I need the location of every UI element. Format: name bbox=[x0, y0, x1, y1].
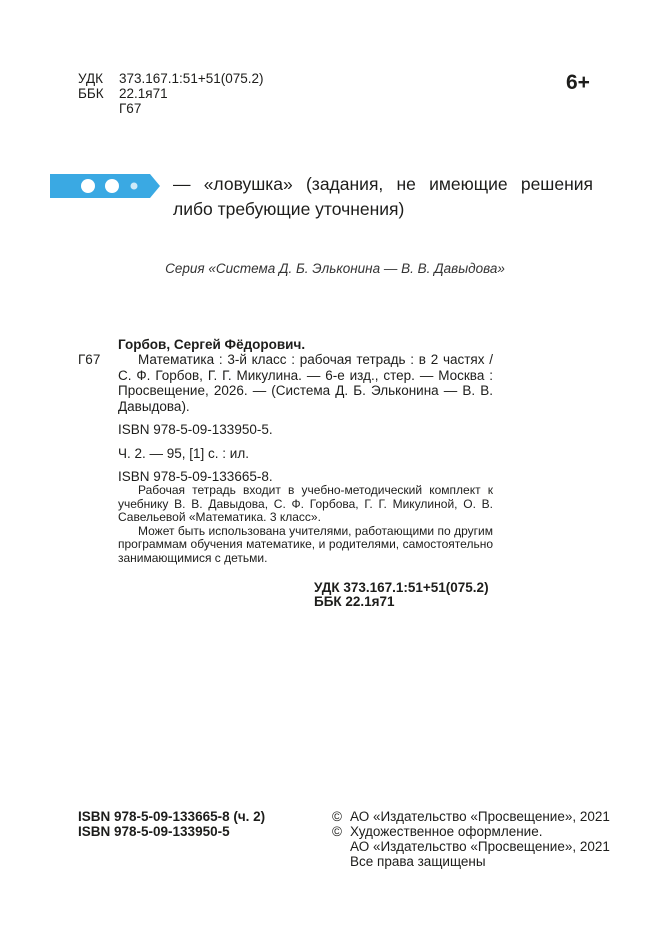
catalog-author-mark: Г67 bbox=[78, 352, 101, 367]
rights-reserved: Все права защищены bbox=[350, 854, 486, 869]
copyright-design: Художественное оформление. bbox=[350, 824, 543, 839]
author-mark: Г67 bbox=[119, 101, 142, 116]
catalog-udk: УДК 373.167.1:51+51(075.2) bbox=[314, 580, 489, 595]
copyright-block bbox=[332, 809, 610, 869]
legend-line-1: — «ловушка» (задания, не имеющие решения bbox=[173, 174, 593, 194]
age-rating: 6+ bbox=[566, 71, 590, 94]
isbn-block bbox=[78, 809, 265, 839]
annotation-1: Рабочая тетрадь входит в учебно-методический комплект к учебнику В. В. Давыдова, С. Ф. Горбова, Г. Г. Микулиной, О. В. Савельевой «Математика. 3 класс». bbox=[118, 483, 493, 524]
catalog-description: Математика : 3-й класс : рабочая тетрадь : в 2 частях / С. Ф. Горбов, Г. Г. Микулина. — 6-е изд., стер. — Москва : Просвещение, 2026. — (Система Д. Б. Эльконина — В. В. Давыдова). bbox=[118, 352, 493, 414]
trap-badge-icon bbox=[50, 174, 160, 198]
legend-line-2: либо требующие уточнения) bbox=[173, 199, 405, 219]
copyright-publisher: АО «Издательство «Просвещение», 2021 bbox=[350, 809, 610, 824]
bbk-label: ББК bbox=[78, 86, 104, 101]
udk-label: УДК bbox=[78, 71, 103, 86]
catalog-isbn-general: ISBN 978-5-09-133950-5. bbox=[118, 422, 273, 437]
annotation bbox=[118, 484, 493, 565]
legend-description bbox=[173, 172, 593, 222]
bbk-value: 22.1я71 bbox=[119, 86, 168, 101]
isbn-general: ISBN 978-5-09-133950-5 bbox=[78, 824, 230, 839]
copyright-icon: © bbox=[332, 809, 342, 824]
catalog-record bbox=[118, 352, 493, 485]
series-title: Серия «Система Д. Б. Эльконина — В. В. Давыдова» bbox=[165, 261, 505, 276]
udk-value: 373.167.1:51+51(075.2) bbox=[119, 71, 264, 86]
isbn-part2: ISBN 978-5-09-133665-8 (ч. 2) bbox=[78, 809, 266, 824]
catalog-part-info: Ч. 2. — 95, [1] с. : ил. bbox=[118, 445, 249, 461]
catalog-isbn-part: ISBN 978-5-09-133665-8. bbox=[118, 469, 273, 484]
catalog-bbk: ББК 22.1я71 bbox=[314, 594, 395, 609]
copyright-design-publisher: АО «Издательство «Просвещение», 2021 bbox=[350, 839, 610, 854]
annotation-2: Может быть использована учителями, работающими по другим программам обучения математике, и родителями, самостоятельно занимающимися с детьми. bbox=[118, 523, 493, 565]
udk-block-top bbox=[78, 71, 264, 116]
catalog-author: Горбов, Сергей Фёдорович. bbox=[118, 337, 306, 352]
udk-block-bottom bbox=[314, 581, 489, 609]
copyright-icon: © bbox=[332, 824, 342, 839]
